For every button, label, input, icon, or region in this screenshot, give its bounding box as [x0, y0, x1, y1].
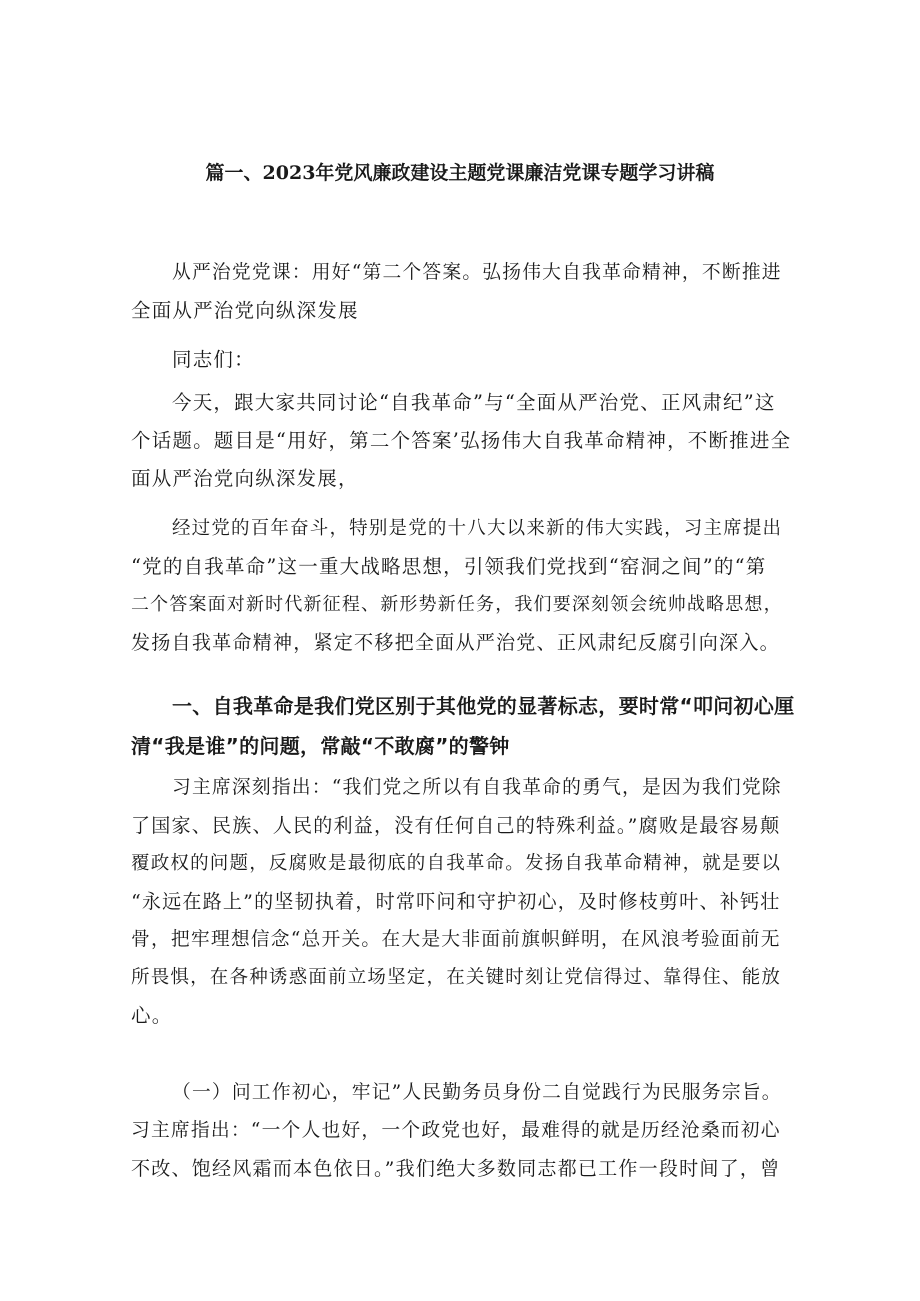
section-heading-1 [131, 686, 811, 766]
paragraph-3-line-1: 习主席深刻指出：“我们党之所以有自我革命的勇气，是因为我们党除 [172, 777, 782, 798]
paragraph-1-line-2: 个话题。题目是“用好，第二个答案’弘扬伟大自我革命精神，不断推进全 [131, 429, 792, 452]
paragraph-3-line-7: 心。 [131, 1004, 173, 1027]
paragraph-2-line-2: “党的自我革命”这一重大战略思想，引领我们党找到“窑洞之间”的“第 [131, 555, 767, 578]
greeting-paragraph [131, 341, 793, 379]
paragraph-1-line-1: 今天，跟大家共同讨论“自我革命”与“全面从严治党、正风肃纪”这 [172, 391, 776, 414]
paragraph-1 [131, 384, 793, 498]
intro-paragraph [131, 254, 793, 330]
section-heading-1-line-1: 一、自我革命是我们党区别于其他党的显著标志，要时常“叩问初心厘 [172, 694, 795, 718]
paragraph-4-line-3: 不改、饱经风霜而本色依日。”我们绝大多数同志都已工作一段时间了，曾 [131, 1158, 781, 1180]
intro-line-2: 全面从严治党向纵深发展 [131, 299, 359, 322]
paragraph-4-line-2: 习主席指出：“一个人也好，一个政党也好，最难得的就是历经沧桑而初心 [131, 1120, 781, 1141]
greeting-line: 同志们： [172, 348, 255, 371]
paragraph-3-line-5: 骨，把牢理想信念“总开关。在大是大非面前旗帜鲜明，在风浪考验面前无 [131, 929, 781, 950]
paragraph-2-line-3: 二个答案面对新时代新征程、新形势新任务，我们要深刻领会统帅战略思想， [131, 594, 783, 615]
paragraph-3-line-2: 了国家、民族、人民的利益，没有任何自己的特殊利益。”腐败是最容易颠 [131, 815, 781, 837]
paragraph-2-line-1: 经过党的百年奋斗，特别是党的十八大以来新的伟大实践，习主席提出 [172, 518, 783, 539]
paragraph-4 [131, 1074, 793, 1188]
paragraph-3 [131, 769, 793, 1035]
paragraph-2 [131, 510, 793, 662]
document-title: 篇一、2023年党风廉政建设主题党课廉洁党课专题学习讲稿 [205, 162, 715, 184]
paragraph-2-line-4: 发扬自我革命精神，紧定不移把全面从严治党、正风肃纪反腐引向深入。 [131, 631, 780, 654]
paragraph-3-line-4: “永远在路上”的坚韧执着，时常吓问和守护初心，及时修枝剪叶、补钙壮 [131, 891, 781, 913]
intro-line-1: 从严治党党课：用好“第二个答案。弘扬伟大自我革命精神，不断推进 [172, 262, 782, 283]
paragraph-4-line-1: （一）问工作初心，牢记”人民勤务员身份二自觉践行为民服务宗旨。 [172, 1082, 782, 1103]
paragraph-3-line-6: 所畏惧，在各种诱惑面前立场坚定，在关键时刻让党信得过、靠得住、能放 [131, 967, 782, 988]
paragraph-3-line-3: 覆政权的问题，反腐败是最彻底的自我革命。发扬自我革命精神，就是要以 [131, 853, 782, 874]
section-heading-1-line-2: 清“我是谁”的问题，常敲“不敢腐”的警钟 [131, 734, 510, 758]
paragraph-1-line-3: 面从严治党向纵深发展， [131, 467, 359, 490]
